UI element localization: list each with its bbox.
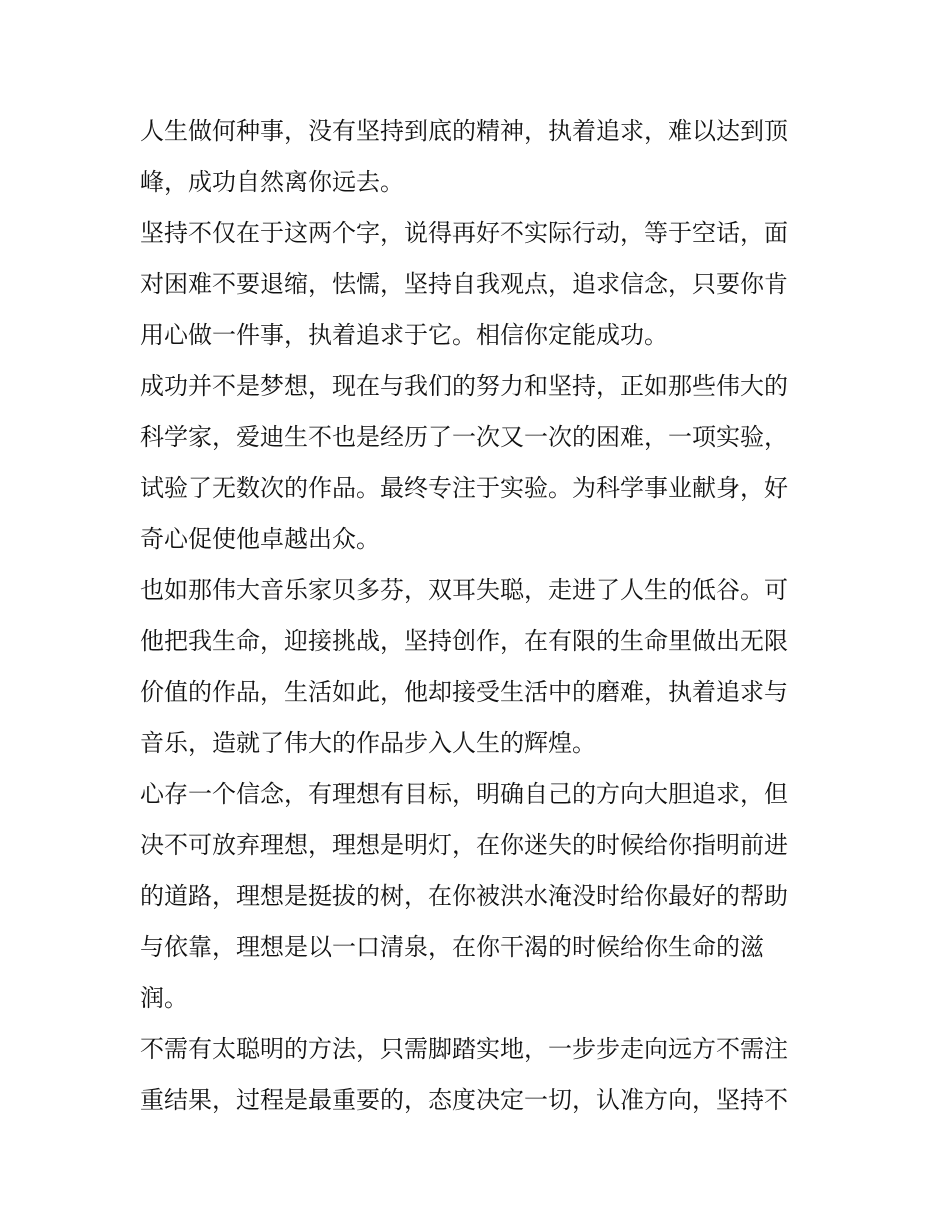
text-line: 成功并不是梦想，现在与我们的努力和坚持，正如那些伟大的 — [140, 372, 788, 400]
text-line: 坚持不仅在于这两个字，说得再好不实际行动，等于空话，面 — [140, 219, 788, 247]
text-line: 用心做一件事，执着追求于它。相信你定能成功。 — [140, 321, 668, 349]
text-line: 的道路，理想是挺拔的树，在你被洪水淹没时给你最好的帮助 — [140, 882, 788, 910]
text-line: 与依靠，理想是以一口清泉，在你干渴的时候给你生命的滋 — [140, 933, 764, 961]
text-line: 重结果，过程是最重要的，态度决定一切，认准方向，坚持不 — [140, 1086, 788, 1114]
text-line: 峰，成功自然离你远去。 — [140, 168, 404, 196]
text-line: 科学家，爱迪生不也是经历了一次又一次的困难，一项实验， — [140, 423, 788, 451]
essay-body — [140, 106, 812, 1126]
text-line: 音乐，造就了伟大的作品步入人生的辉煌。 — [140, 729, 596, 757]
text-line: 人生做何种事，没有坚持到底的精神，执着追求，难以达到顶 — [140, 117, 788, 145]
text-line: 对困难不要退缩，怯懦，坚持自我观点，追求信念，只要你肯 — [140, 270, 788, 298]
text-line: 奇心促使他卓越出众。 — [140, 525, 380, 553]
text-line: 润。 — [140, 984, 188, 1012]
text-line: 他把我生命，迎接挑战，坚持创作，在有限的生命里做出无限 — [140, 627, 788, 655]
text-line: 决不可放弃理想，理想是明灯，在你迷失的时候给你指明前进 — [140, 831, 788, 859]
text-line: 价值的作品，生活如此，他却接受生活中的磨难，执着追求与 — [140, 678, 788, 706]
text-line: 也如那伟大音乐家贝多芬，双耳失聪，走进了人生的低谷。可 — [140, 576, 788, 604]
text-line: 试验了无数次的作品。最终专注于实验。为科学事业献身，好 — [140, 474, 788, 502]
text-line: 心存一个信念，有理想有目标，明确自己的方向大胆追求，但 — [140, 780, 788, 808]
text-line: 不需有太聪明的方法，只需脚踏实地，一步步走向远方不需注 — [140, 1035, 788, 1063]
